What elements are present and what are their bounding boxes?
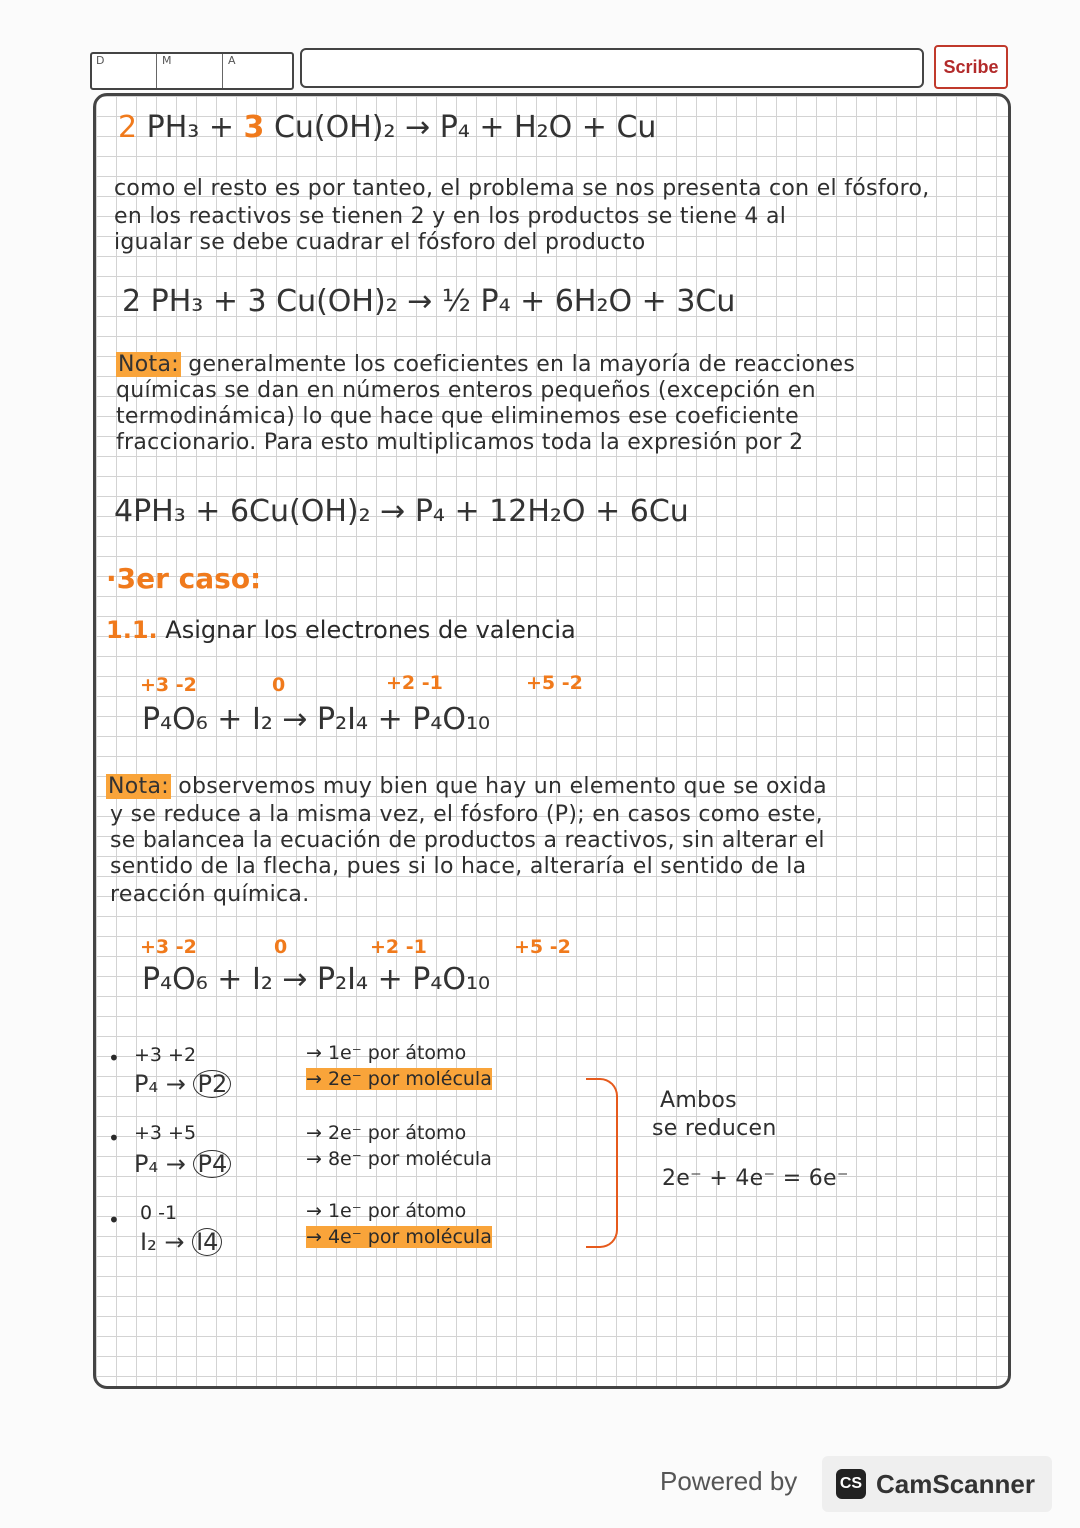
note2-line1 [106,774,827,799]
chain3-bullet: • [108,1208,120,1232]
step-1-1 [106,616,576,644]
note2-text1: observemos muy bien que hay un elemento que se oxida [178,774,827,799]
note2-label: Nota: [108,774,169,799]
side-note-line1: Ambos [660,1088,737,1113]
brand-logo: Scribe [934,45,1008,89]
note1-text1: generalmente los coeficientes en la mayoría de reacciones [188,352,856,377]
note2-line4: sentido de la flecha, pues si lo hace, alteraría el sentido de la [110,854,807,879]
case-title: ·3er caso: [106,562,262,595]
eq1-term1: PH₃ + [146,110,234,145]
connector-brace [586,1078,618,1248]
powered-by-text: Powered by [660,1466,798,1496]
chain2-circled: P4 [193,1150,231,1178]
ox1-b: 0 [272,674,286,696]
chain1-line2: → 2e⁻ por molécula [306,1068,492,1090]
ox2-d: +5 -2 [514,936,571,958]
eq1-coef1: 2 [118,110,138,145]
chain3-line1: → 1e⁻ por átomo [306,1200,467,1222]
chain3-species-text: I₂ → [140,1228,185,1256]
ox2-a: +3 -2 [140,936,197,958]
para1-line1: como el resto es por tanteo, el problema se nos presenta con el fósforo, [114,176,930,201]
chain3-circled: I4 [192,1228,222,1256]
equation-3: 4PH₃ + 6Cu(OH)₂ → P₄ + 12H₂O + 6Cu [114,494,689,529]
camscanner-icon: CS [836,1469,866,1499]
eq1-coef2: 3 [243,110,265,145]
ox1-d: +5 -2 [526,672,583,694]
chain2-species [134,1150,231,1178]
step-number: 1.1. [106,616,158,644]
date-label-month: M [162,54,172,67]
title-box [300,48,924,88]
chain2-line2: → 8e⁻ por molécula [306,1148,492,1170]
ox1-a: +3 -2 [140,674,197,696]
note1-line4: fraccionario. Para esto multiplicamos toda la expresión por 2 [116,430,804,455]
equation-1 [118,110,656,145]
camscanner-text: CamScanner [876,1468,1035,1499]
side-note-line2: se reducen [652,1116,777,1141]
notebook-page [93,93,1011,1389]
equation-5: P₄O₆ + I₂ → P₂I₄ + P₄O₁₀ [142,962,491,997]
note2-line5: reacción química. [110,882,310,907]
chain3-top: 0 -1 [140,1202,178,1224]
chain1-top: +3 +2 [134,1044,197,1066]
chain1-species [134,1070,231,1098]
chain2-bullet: • [108,1126,120,1150]
chain3-species [140,1228,222,1256]
date-box [90,52,294,90]
note1-label: Nota: [118,352,179,377]
note2-line3: se balancea la ecuación de productos a reactivos, sin alterar el [110,828,825,853]
ox2-c: +2 -1 [370,936,427,958]
note1-line1 [116,352,855,377]
date-label-year: A [228,54,236,67]
note1-line2: químicas se dan en números enteros pequeños (excepción en [116,378,816,403]
ox2-b: 0 [274,936,288,958]
note2-line2: y se reduce a la misma vez, el fósforo (P); en casos como este, [110,802,823,827]
equation-4: P₄O₆ + I₂ → P₂I₄ + P₄O₁₀ [142,702,491,737]
chain1-species-text: P₄ → [134,1070,186,1098]
chain2-top: +3 +5 [134,1122,197,1144]
para1-line3: igualar se debe cuadrar el fósforo del producto [114,230,646,255]
chain1-bullet: • [108,1046,120,1070]
chain2-species-text: P₄ → [134,1150,186,1178]
electron-sum: 2e⁻ + 4e⁻ = 6e⁻ [662,1166,849,1191]
chain2-line1: → 2e⁻ por átomo [306,1122,467,1144]
ox1-c: +2 -1 [386,672,443,694]
camscanner-badge [822,1456,1052,1512]
chain1-circled: P2 [193,1070,231,1098]
chain3-line2: → 4e⁻ por molécula [306,1226,492,1248]
eq1-rest: Cu(OH)₂ → P₄ + H₂O + Cu [273,110,657,145]
date-label-day: D [96,54,105,67]
equation-2: 2 PH₃ + 3 Cu(OH)₂ → ½ P₄ + 6H₂O + 3Cu [122,284,736,319]
chain1-line1: → 1e⁻ por átomo [306,1042,467,1064]
para1-line2: en los reactivos se tienen 2 y en los productos se tiene 4 al [114,204,787,229]
step-text: Asignar los electrones de valencia [165,616,576,644]
note1-line3: termodinámica) lo que hace que eliminemos ese coeficiente [116,404,799,429]
